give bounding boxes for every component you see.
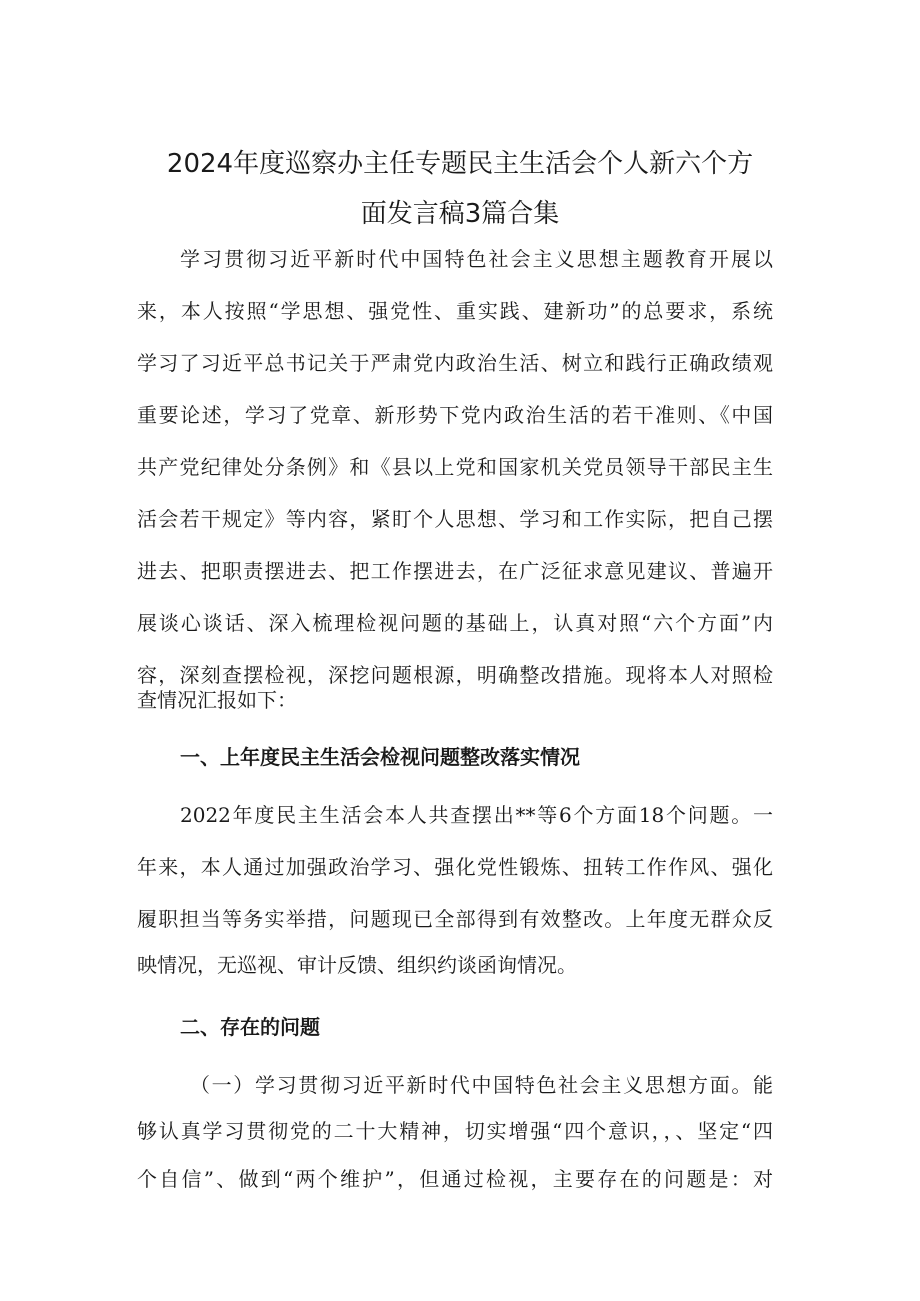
intro-line: 学习贯彻习近平新时代中国特色社会主义思想主题教育开展以 bbox=[180, 247, 773, 271]
intro-line: 容，深刻查摆检视，深挖问题根源，明确整改措施。现将本人对照检 bbox=[137, 663, 773, 687]
intro-line: 展谈心谈话、深入梳理检视问题的基础上，认真对照“六个方面”内 bbox=[137, 611, 773, 635]
section-1-line: 映情况，无巡视、审计反馈、组织约谈函询情况。 bbox=[137, 953, 577, 977]
intro-line: 学习了习近平总书记关于严肃党内政治生活、树立和践行正确政绩观 bbox=[137, 351, 773, 375]
intro-line: 活会若干规定》等内容，紧盯个人思想、学习和工作实际，把自己摆 bbox=[137, 507, 773, 531]
intro-line: 重要论述，学习了党章、新形势下党内政治生活的若干准则、《中国 bbox=[137, 403, 773, 427]
intro-line: 共产党纪律处分条例》和《县以上党和国家机关党员领导干部民主生 bbox=[137, 455, 773, 479]
section-1-line: 2022年度民主生活会本人共查摆出**等6个方面18个问题。一 bbox=[180, 803, 773, 827]
intro-line: 来，本人按照“学思想、强党性、重实践、建新功”的总要求，系统 bbox=[137, 299, 773, 323]
section-2-line: （一）学习贯彻习近平新时代中国特色社会主义思想方面。能 bbox=[190, 1073, 773, 1097]
section-1-line: 履职担当等务实举措，问题现已全部得到有效整改。上年度无群众反 bbox=[137, 907, 773, 931]
section-1-heading: 一、上年度民主生活会检视问题整改落实情况 bbox=[180, 745, 580, 769]
document-title-line-2: 面发言稿3篇合集 bbox=[360, 199, 560, 229]
section-1-line: 年来，本人通过加强政治学习、强化党性锻炼、扭转工作作风、强化 bbox=[137, 855, 773, 879]
section-2-heading: 二、存在的问题 bbox=[180, 1015, 320, 1039]
intro-line: 查情况汇报如下： bbox=[137, 688, 297, 712]
section-2-line: 个自信”、做到“两个维护”，但通过检视，主要存在的问题是：对 bbox=[137, 1167, 773, 1191]
section-2-line: 够认真学习贯彻党的二十大精神，切实增强“四个意识，，、坚定“四 bbox=[137, 1119, 773, 1143]
document-title-line-1: 2024年度巡察办主任专题民主生活会个人新六个方 bbox=[166, 149, 754, 179]
intro-line: 进去、把职责摆进去、把工作摆进去，在广泛征求意见建议、普遍开 bbox=[137, 559, 773, 583]
